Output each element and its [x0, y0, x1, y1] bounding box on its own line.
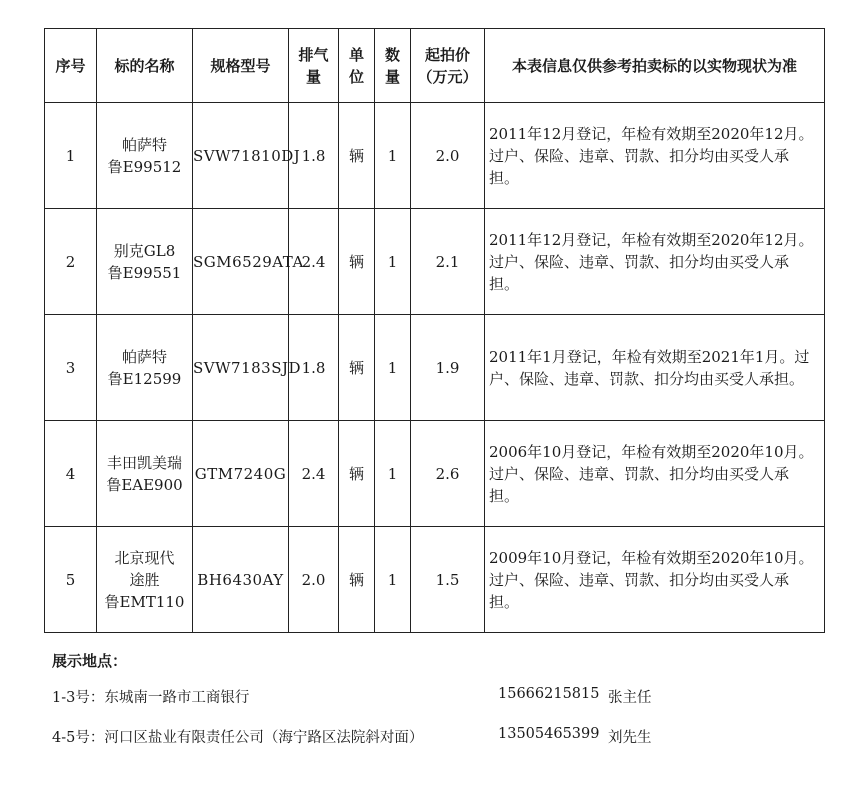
header-unit: 单 位	[339, 29, 375, 103]
table-row	[45, 315, 825, 421]
cell-qty: 1	[375, 103, 411, 209]
cell-model: GTM7240G	[193, 421, 289, 527]
cell-name: 帕萨特 鲁E12599	[97, 315, 193, 421]
exhibit-heading: 展示地点：	[52, 652, 128, 670]
cell-displacement: 2.0	[289, 527, 339, 633]
cell-no: 2	[45, 209, 97, 315]
cell-notes: 2011年1月登记，年检有效期至2021年1月。过户、保险、违章、罚款、扣分均由买受人承担。	[485, 315, 825, 421]
exhibit-location	[52, 686, 652, 707]
location-phone: 13505465399	[498, 726, 600, 742]
header-qty: 数 量	[375, 29, 411, 103]
location-contact: 张主任	[608, 690, 652, 706]
cell-name: 丰田凯美瑞 鲁EAE900	[97, 421, 193, 527]
cell-model: SVW7183SJD	[193, 315, 289, 421]
cell-displacement: 1.8	[289, 103, 339, 209]
cell-name: 别克GL8 鲁E99551	[97, 209, 193, 315]
cell-qty: 1	[375, 209, 411, 315]
auction-table	[44, 28, 825, 633]
cell-price: 2.6	[411, 421, 485, 527]
cell-qty: 1	[375, 421, 411, 527]
cell-name: 帕萨特 鲁E99512	[97, 103, 193, 209]
table-header-row	[45, 29, 825, 103]
table-row	[45, 421, 825, 527]
cell-no: 5	[45, 527, 97, 633]
exhibit-location	[52, 726, 652, 747]
cell-notes: 2006年10月登记，年检有效期至2020年10月。过户、保险、违章、罚款、扣分均由买受人承担。	[485, 421, 825, 527]
cell-no: 4	[45, 421, 97, 527]
cell-price: 1.9	[411, 315, 485, 421]
cell-unit: 辆	[339, 103, 375, 209]
cell-price: 2.1	[411, 209, 485, 315]
location-range: 1-3号：东城南一路市工商银行	[52, 690, 250, 706]
cell-price: 2.0	[411, 103, 485, 209]
cell-qty: 1	[375, 315, 411, 421]
cell-no: 1	[45, 103, 97, 209]
cell-unit: 辆	[339, 421, 375, 527]
table-row	[45, 209, 825, 315]
cell-model: BH6430AY	[193, 527, 289, 633]
location-range: 4-5号：河口区盐业有限责任公司（海宁路区法院斜对面）	[52, 730, 424, 746]
cell-displacement: 1.8	[289, 315, 339, 421]
header-no: 序号	[45, 29, 97, 103]
cell-unit: 辆	[339, 315, 375, 421]
header-displacement: 排气 量	[289, 29, 339, 103]
table-row	[45, 527, 825, 633]
cell-qty: 1	[375, 527, 411, 633]
table-row	[45, 103, 825, 209]
cell-displacement: 2.4	[289, 209, 339, 315]
location-phone: 15666215815	[498, 686, 600, 702]
cell-model: SVW71810DJ	[193, 103, 289, 209]
location-contact: 刘先生	[608, 730, 652, 746]
header-model: 规格型号	[193, 29, 289, 103]
cell-model: SGM6529ATA	[193, 209, 289, 315]
cell-displacement: 2.4	[289, 421, 339, 527]
cell-unit: 辆	[339, 209, 375, 315]
cell-notes: 2009年10月登记，年检有效期至2020年10月。过户、保险、违章、罚款、扣分均由买受人承担。	[485, 527, 825, 633]
cell-no: 3	[45, 315, 97, 421]
cell-notes: 2011年12月登记，年检有效期至2020年12月。过户、保险、违章、罚款、扣分均由买受人承担。	[485, 103, 825, 209]
cell-name: 北京现代 途胜 鲁EMT110	[97, 527, 193, 633]
header-notes: 本表信息仅供参考拍卖标的以实物现状为准	[485, 29, 825, 103]
cell-unit: 辆	[339, 527, 375, 633]
cell-price: 1.5	[411, 527, 485, 633]
header-name: 标的名称	[97, 29, 193, 103]
cell-notes: 2011年12月登记，年检有效期至2020年12月。过户、保险、违章、罚款、扣分均由买受人承担。	[485, 209, 825, 315]
header-price: 起拍价 （万元）	[411, 29, 485, 103]
